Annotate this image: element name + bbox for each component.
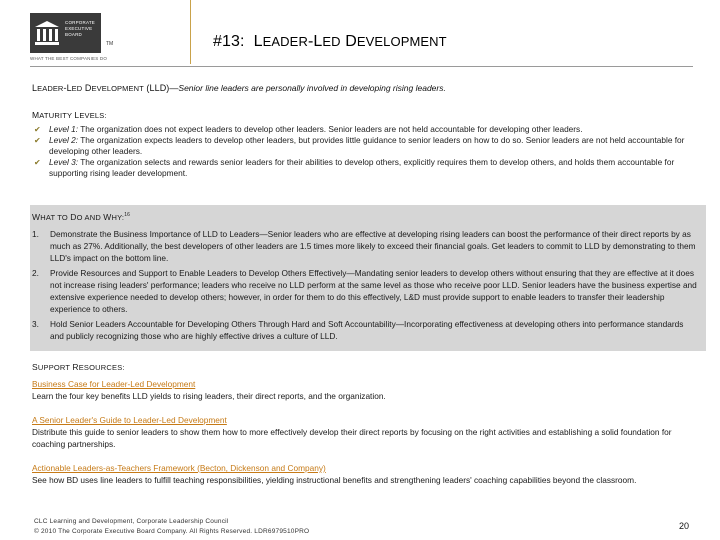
level-label: Level 1: xyxy=(49,124,79,134)
checkmark-icon: ✔ xyxy=(34,136,41,145)
item-number: 2. xyxy=(32,268,39,278)
logo-tagline: WHAT THE BEST COMPANIES DO xyxy=(30,56,108,61)
what-to-do-list xyxy=(32,228,698,345)
footer-copyright: © 2010 The Corporate Executive Board Company. All Rights Reserved. LDR6979510PRO xyxy=(34,528,310,535)
definition-text: Senior line leaders are personally involved in developing rising leaders. xyxy=(178,83,446,93)
resource-description: Learn the four key benefits LLD yields to rising leaders, their direct reports, and the organization. xyxy=(32,391,386,401)
level-label: Level 2: xyxy=(49,135,79,145)
resource-link[interactable]: Actionable Leaders-as-Teachers Framework (Becton, Dickenson and Company) xyxy=(32,463,326,473)
resource-description: See how BD uses line leaders to fulfill teaching responsibilities, yielding instructional benefits and strengthening leaders' coaching capabilities beyond the classroom. xyxy=(32,475,637,485)
list-item xyxy=(34,124,694,135)
page-title: #13: LEADER-LED DEVELOPMENT xyxy=(213,33,447,50)
level-text: The organization does not expect leaders to develop other leaders. Senior leaders are not held accountable for developing other leaders. xyxy=(80,124,583,134)
resource-item xyxy=(32,414,700,450)
item-number: 1. xyxy=(32,229,39,239)
item-text: Demonstrate the Business Importance of LLD to Leaders—Senior leaders who are effective at developing rising leaders can boost the performance of their direct reports by as much as 27%. Additionally, the best developers of other leaders are 1.5 times more likely to exceed their financial goals. Get leaders to commit to LLD by demonstrating to them LLD's impact on the bottom line. xyxy=(50,229,696,263)
definition-term: LEADER-LED DEVELOPMENT (LLD) xyxy=(32,83,170,93)
footer xyxy=(34,517,309,537)
definition: LEADER-LED DEVELOPMENT (LLD)—Senior line leaders are personally involved in developing rising leaders. xyxy=(32,83,446,93)
level-text: The organization expects leaders to develop other leaders, but provides little guidance to senior leaders on how to do so. Senior leaders are not held accountable for developing other leaders. xyxy=(49,135,685,156)
maturity-levels-heading: MATURITY LEVELS: xyxy=(32,110,107,120)
header-rule xyxy=(30,66,693,67)
list-item xyxy=(32,267,698,315)
trademark-mark: TM xyxy=(106,41,114,47)
logo-wordmark xyxy=(65,20,99,38)
list-item xyxy=(32,318,698,342)
support-resources-heading: SUPPORT RESOURCES: xyxy=(32,362,125,372)
logo-line: CORPORATE xyxy=(65,20,95,25)
resource-link[interactable]: A Senior Leader's Guide to Leader-Led Development xyxy=(32,415,227,425)
what-to-do-heading: WHAT TO DO AND WHY:$^{16}$ xyxy=(32,212,131,222)
footnote-marker: 16 xyxy=(124,212,131,218)
company-logo xyxy=(30,13,101,53)
list-item xyxy=(34,135,694,157)
title-divider xyxy=(190,0,191,64)
checkmark-icon: ✔ xyxy=(34,158,41,167)
resource-item xyxy=(32,462,700,486)
maturity-levels-list xyxy=(34,124,694,179)
logo-line: EXECUTIVE xyxy=(65,26,93,31)
resource-link[interactable]: Business Case for Leader-Led Development xyxy=(32,379,196,389)
item-number: 3. xyxy=(32,319,39,329)
resource-item xyxy=(32,378,700,402)
checkmark-icon: ✔ xyxy=(34,125,41,134)
item-text: Hold Senior Leaders Accountable for Developing Others Through Hard and Soft Accountability—Incorporating effectiveness at developing others into performance standards and publicly recognizing those who are highly effective drives a culture of LLD. xyxy=(50,319,684,341)
title-number: #13: xyxy=(213,33,245,50)
page-number: 20 xyxy=(679,521,690,531)
logo-line: BOARD xyxy=(65,32,83,37)
item-text: Provide Resources and Support to Enable Leaders to Develop Others Effectively—Mandating senior leaders to develop others without ensuring that they are effective at it does not increase rising leaders' performance; leaders who receive no LLD perform at the same level as those who receive poor LLD. Senior leaders have the business expertise and extensive experience needed to develop others; however, in order for them to do this effectively, L&D must provide support to enable leaders to transfer their leadership experience to others. xyxy=(50,268,697,314)
level-label: Level 3: xyxy=(49,157,79,167)
footer-source: CLC Learning and Development, Corporate Leadership Council xyxy=(34,518,229,525)
resource-description: Distribute this guide to senior leaders to show them how to more effectively develop their direct reports by focusing on the right activities and establishing a solid foundation for coaching partnerships. xyxy=(32,427,672,449)
level-text: The organization selects and rewards senior leaders for their abilities to develop others, explicitly requires them to develop others, and holds them accountable for supporting rising leader development. xyxy=(49,157,675,178)
list-item xyxy=(32,228,698,264)
list-item xyxy=(34,157,694,179)
building-icon xyxy=(34,19,60,47)
